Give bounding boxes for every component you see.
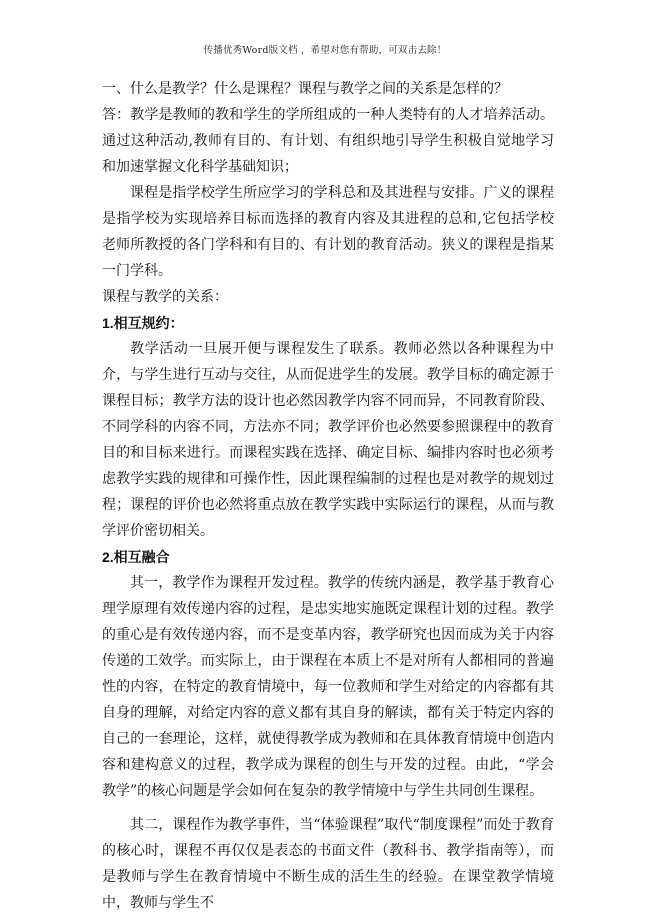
question-title: 一、什么是教学？什么是课程？课程与教学之间的关系是怎样的？ <box>102 81 508 97</box>
section-1-heading: 1.相互规约： <box>102 315 184 331</box>
answer-teaching-paragraph: 答：教学是教师的教和学生的学所组成的一种人类特有的人才培养活动。通过这种活动,教师有目的、有计划、有组织地引导学生积极自觉地学习和加速掌握文化科学基础知识； <box>102 107 554 175</box>
section-2-paragraph-1: 其一，教学作为课程开发过程。教学的传统内涵是，教学基于教育心理学原理有效传递内容的过程，是忠实地实施既定课程计划的过程。教学的重心是有效传递内容，而不是变革内容，教学研究也因而成为关于内容传递的工效学。而实际上，由于课程在本质上不是对所有人都相同的普遍性的内容，在特定的教育情境中，每一位教师和学生对给定的内容都有其自身的理解，对给定内容的意义都有其自身的解读，都有关于特定内容的自己的一套理论，这样，就使得教学成为教师和在具体教育情境中创造内容和建构意义的过程，教学成为课程的创生与开发的过程。由此，“学会教学”的核心问题是学会如何在复杂的教学情境中与学生共同创生课程。 <box>102 575 554 799</box>
section-1-paragraph: 教学活动一旦展开便与课程发生了联系。教师必然以各种课程为中介，与学生进行互动与交往，从而促进学生的发展。教学目标的确定源于课程目标；教学方法的设计也必然因教学内容不同而异，不同教育阶段、不同学科的内容不同，方法亦不同；教学评价也必然要参照课程中的教育目的和目标来进行。而课程实践在选择、确定目标、编排内容时也必须考虑教学实践的规律和可操作性，因此课程编制的过程也是对教学的规划过程；课程的评价也必然将重点放在教学实践中实际运行的课程，从而与教学评价密切相关。 <box>102 341 554 539</box>
section-2-paragraph-2: 其二，课程作为教学事件，当“体验课程”取代“制度课程”而处于教育的核心时，课程不再仅仅是表态的书面文件（教科书、教学指南等），而是教师与学生在教育情境中不断生成的活生生的经验。在课堂教学情境中，教师与学生不 <box>102 817 554 911</box>
section-2-heading: 2.相互融合 <box>102 549 170 565</box>
document-body <box>102 76 554 916</box>
page-header-banner: 传播优秀Word版文档 ，希望对您有帮助，可双击去除！ <box>203 45 447 56</box>
curriculum-definition-paragraph: 课程是指学校学生所应学习的学科总和及其进程与安排。广义的课程是指学校为实现培养目标而选择的教育内容及其进程的总和,它包括学校老师所教授的各门学科和有目的、有计划的教育活动。狭义的课程是指某一门学科。 <box>102 185 554 279</box>
relation-heading: 课程与教学的关系： <box>102 289 228 305</box>
